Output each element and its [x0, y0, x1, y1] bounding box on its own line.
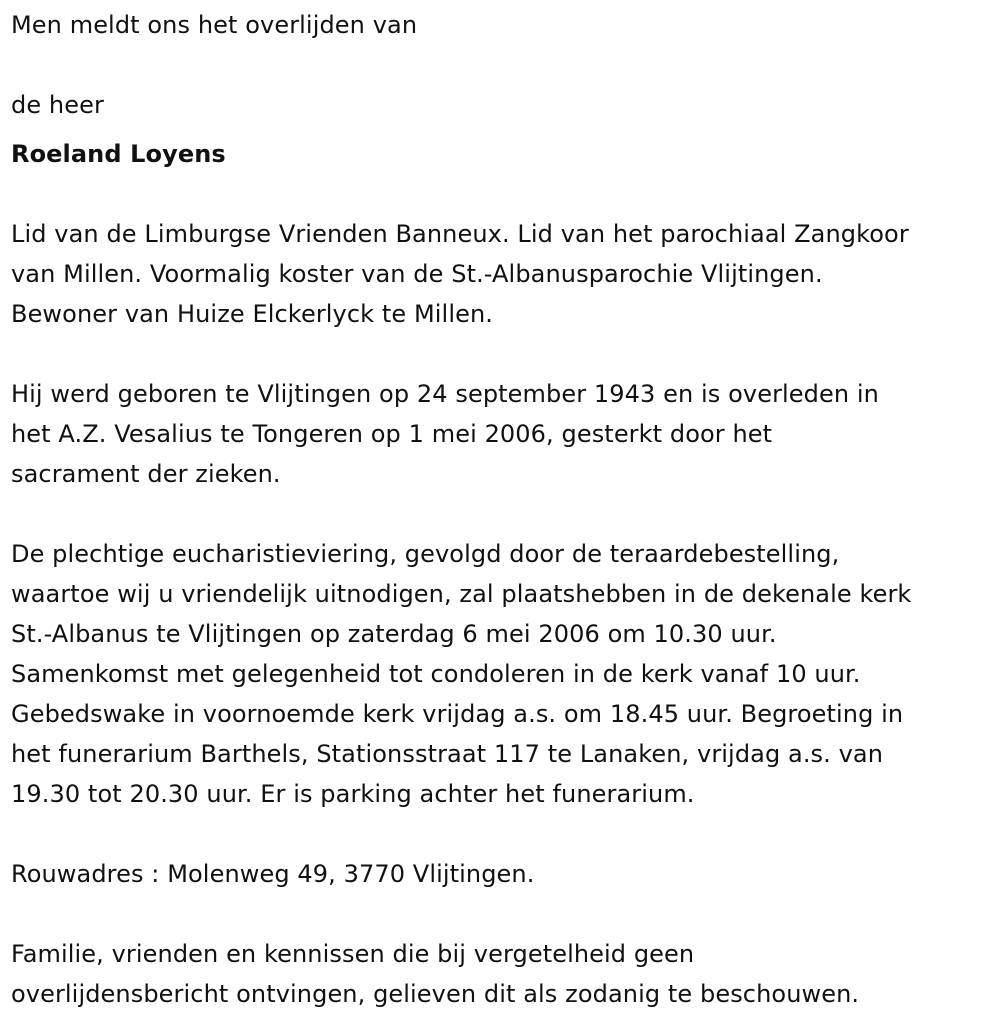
- ceremony-line: St.-Albanus te Vlijtingen op zaterdag 6 mei 2006 om 10.30 uur.: [11, 620, 777, 648]
- birth-death-line: Hij werd geboren te Vlijtingen op 24 september 1943 en is overleden in: [11, 380, 879, 408]
- bio-line: Lid van de Limburgse Vrienden Banneux. Lid van het parochiaal Zangkoor: [11, 220, 909, 248]
- bio-line: Bewoner van Huize Elckerlyck te Millen.: [11, 300, 494, 328]
- ceremony-line: De plechtige eucharistieviering, gevolgd door de teraardebestelling,: [11, 540, 840, 568]
- intro-text: Men meldt ons het overlijden van: [11, 11, 418, 39]
- ceremony-line: het funerarium Barthels, Stationsstraat 117 te Lanaken, vrijdag a.s. van: [11, 740, 884, 768]
- birth-death-line: het A.Z. Vesalius te Tongeren op 1 mei 2006, gesterkt door het: [11, 420, 773, 448]
- ceremony-line: waartoe wij u vriendelijk uitnodigen, zal plaatshebben in de dekenale kerk: [11, 580, 912, 608]
- closing-line: Familie, vrienden en kennissen die bij vergetelheid geen: [11, 940, 695, 968]
- closing-line: overlijdensbericht ontvingen, gelieven dit als zodanig te beschouwen.: [11, 980, 860, 1008]
- salutation: de heer: [11, 91, 104, 119]
- birth-death-line: sacrament der zieken.: [11, 460, 281, 488]
- ceremony-line: 19.30 tot 20.30 uur. Er is parking achter het funerarium.: [11, 780, 695, 808]
- deceased-name: Roeland Loyens: [11, 140, 226, 168]
- bio-line: van Millen. Voormalig koster van de St.-Albanusparochie Vlijtingen.: [11, 260, 823, 288]
- ceremony-line: Gebedswake in voornoemde kerk vrijdag a.s. om 18.45 uur. Begroeting in: [11, 700, 904, 728]
- ceremony-line: Samenkomst met gelegenheid tot condoleren in de kerk vanaf 10 uur.: [11, 660, 861, 688]
- mourning-address: Rouwadres : Molenweg 49, 3770 Vlijtingen.: [11, 860, 535, 888]
